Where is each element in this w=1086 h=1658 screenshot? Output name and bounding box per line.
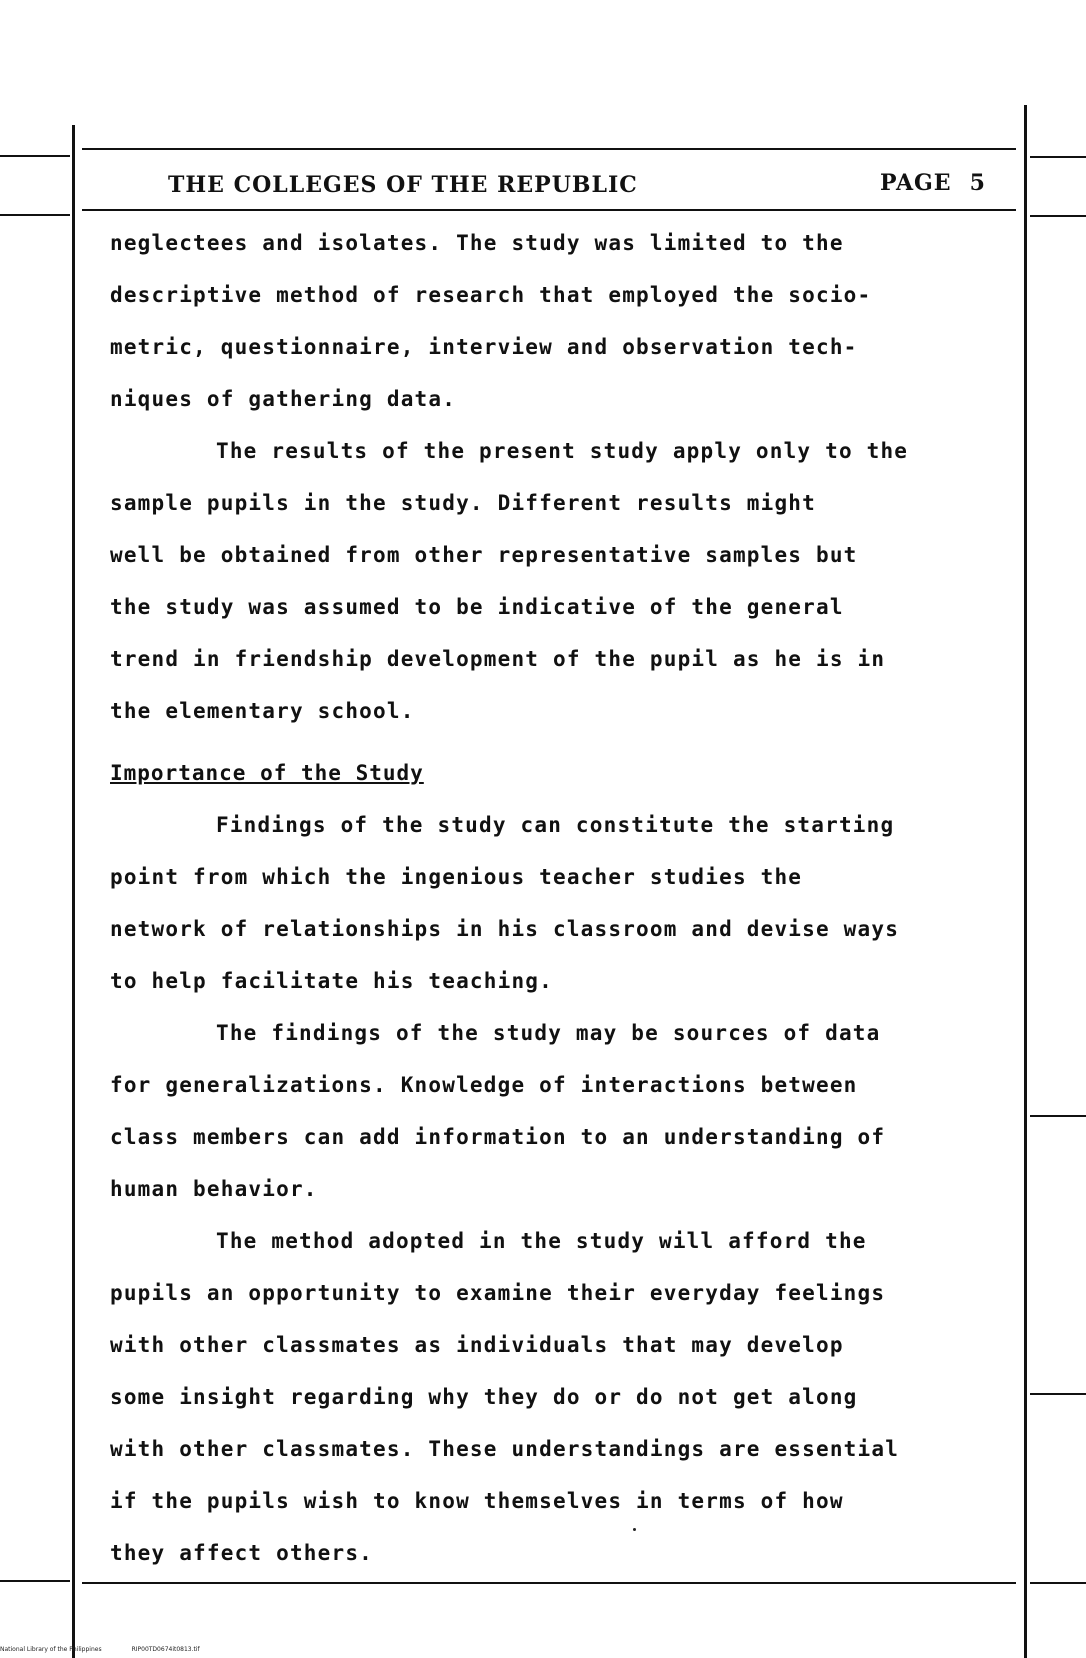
text-line: pupils an opportunity to examine their everyday feelings [110, 1281, 886, 1305]
edge-mark [1030, 1115, 1086, 1117]
top-rule [82, 148, 1016, 150]
edge-mark [0, 214, 70, 216]
bottom-rule [82, 1582, 1016, 1584]
text-line: for generalizations. Knowledge of interactions between [110, 1073, 858, 1097]
edge-mark [0, 1580, 70, 1582]
scan-footer [0, 1646, 200, 1653]
text-line: network of relationships in his classroom and devise ways [110, 917, 900, 941]
text-line: if the pupils wish to know themselves in terms of how [110, 1489, 844, 1513]
scan-speck [633, 1528, 636, 1531]
text-line: Findings of the study can constitute the starting [216, 813, 895, 837]
text-line: point from which the ingenious teacher studies the [110, 865, 803, 889]
section-heading: Importance of the Study [110, 761, 424, 785]
text-line: they affect others. [110, 1541, 374, 1565]
text-line: The method adopted in the study will afford the [216, 1229, 867, 1253]
text-line: with other classmates as individuals that may develop [110, 1333, 844, 1357]
text-line: the elementary school. [110, 699, 415, 723]
text-line: well be obtained from other representative samples but [110, 543, 858, 567]
edge-mark [0, 155, 70, 157]
text-line: The results of the present study apply only to the [216, 439, 909, 463]
text-line: human behavior. [110, 1177, 318, 1201]
left-margin-rule [72, 125, 75, 1658]
text-line: class members can add information to an understanding of [110, 1125, 886, 1149]
edge-mark [1030, 1393, 1086, 1395]
edge-mark [1030, 215, 1086, 217]
file-id: RIP00TD0674it0813.tif [131, 1646, 200, 1653]
header-bottom-rule [82, 209, 1016, 211]
text-line: some insight regarding why they do or do not get along [110, 1385, 858, 1409]
text-line: sample pupils in the study. Different results might [110, 491, 816, 515]
right-margin-rule [1024, 105, 1027, 1658]
text-line: neglectees and isolates. The study was limited to the [110, 231, 844, 255]
text-line: descriptive method of research that employed the socio- [110, 283, 872, 307]
text-line: the study was assumed to be indicative of the general [110, 595, 844, 619]
edge-mark [1030, 1582, 1086, 1584]
edge-mark [1030, 156, 1086, 158]
text-line: The findings of the study may be sources of data [216, 1021, 881, 1045]
text-line: metric, questionnaire, interview and observation tech- [110, 335, 858, 359]
text-line: to help facilitate his teaching. [110, 969, 553, 993]
page-number-block [880, 170, 986, 196]
text-line: with other classmates. These understandings are essential [110, 1437, 900, 1461]
library-name: National Library of the Philippines [0, 1646, 102, 1653]
text-line: trend in friendship development of the pupil as he is in [110, 647, 886, 671]
page-label: PAGE [880, 170, 952, 196]
page-number: 5 [969, 170, 986, 196]
page-header-title: THE COLLEGES OF THE REPUBLIC [168, 172, 638, 198]
text-line: niques of gathering data. [110, 387, 457, 411]
